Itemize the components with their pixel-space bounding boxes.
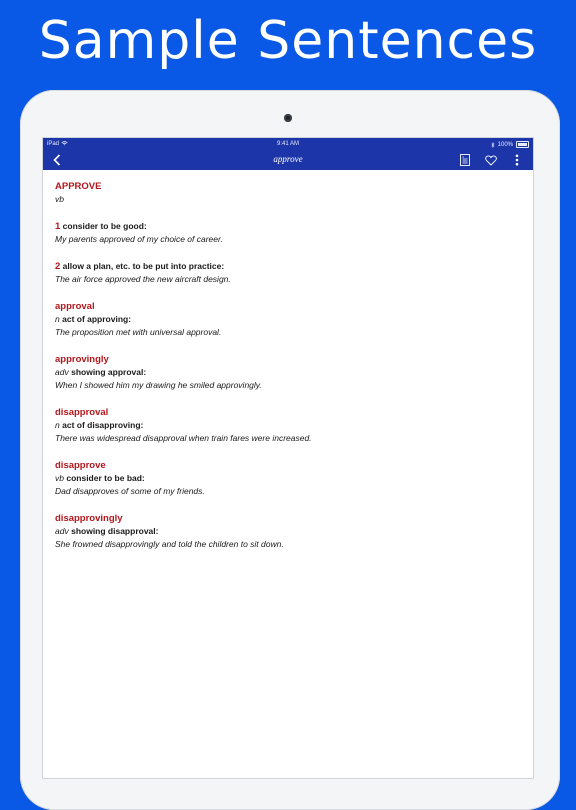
nav-actions [457, 152, 525, 168]
derived-example: Dad disapproves of some of my friends. [55, 486, 205, 496]
derived-word[interactable]: disapprovingly [55, 513, 123, 524]
battery-percent: 100% [497, 141, 513, 148]
derived-approvingly [55, 353, 521, 392]
document-list-icon [460, 154, 470, 166]
sense-1 [55, 220, 521, 246]
list-view-button[interactable] [457, 152, 473, 168]
sense-example: The air force approved the new aircraft design. [55, 274, 231, 284]
camera-dot [284, 114, 292, 122]
derived-definition: adv showing disapproval: [55, 526, 159, 536]
derived-example: The proposition met with universal approval. [55, 327, 222, 337]
derived-word[interactable]: disapproval [55, 407, 109, 418]
derived-approval [55, 300, 521, 339]
heart-icon [485, 155, 497, 166]
derived-disapprove [55, 459, 521, 498]
derived-example: When I showed him my drawing he smiled approvingly. [55, 380, 262, 390]
app-screen [43, 138, 533, 778]
status-bar [43, 138, 533, 150]
derived-definition: vb consider to be bad: [55, 473, 145, 483]
headword: APPROVE [55, 181, 102, 192]
more-vertical-icon [515, 154, 519, 166]
bluetooth-icon [491, 142, 495, 148]
sense-2 [55, 260, 521, 286]
status-right [491, 141, 529, 148]
status-time: 9:41 AM [276, 141, 299, 147]
derived-word[interactable]: approvingly [55, 354, 109, 365]
derived-word[interactable]: approval [55, 301, 95, 312]
derived-example: There was widespread disapproval when train fares were increased. [55, 433, 312, 443]
derived-definition: n act of approving: [55, 314, 132, 324]
sense-definition: 2 allow a plan, etc. to be put into practice: [55, 261, 225, 272]
more-button[interactable] [509, 152, 525, 168]
derived-word[interactable]: disapprove [55, 460, 106, 471]
sense-definition: 1 consider to be good: [55, 221, 147, 232]
derived-definition: n act of disapproving: [55, 420, 144, 430]
ipad-frame [20, 90, 560, 810]
headword-pos: vb [55, 194, 64, 204]
derived-disapproval [55, 406, 521, 445]
favorite-button[interactable] [483, 152, 499, 168]
page-title: approve [273, 154, 303, 164]
derived-example: She frowned disapprovingly and told the children to sit down. [55, 539, 284, 549]
headword-entry [55, 180, 521, 206]
carrier-label: iPad [47, 141, 60, 148]
sense-example: My parents approved of my choice of career. [55, 234, 223, 244]
entry-content [43, 170, 533, 575]
headline: Sample Sentences [38, 11, 538, 71]
nav-bar [43, 150, 533, 170]
derived-disapprovingly [55, 512, 521, 551]
battery-icon [516, 141, 529, 148]
derived-definition: adv showing approval: [55, 367, 147, 377]
